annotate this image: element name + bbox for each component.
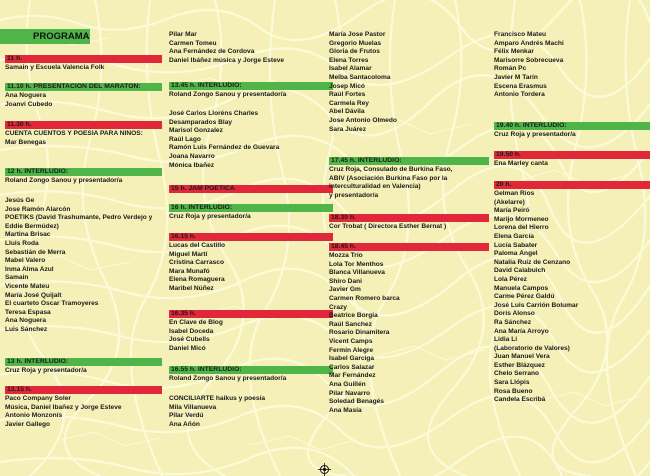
entry: Rosario Dinamitera (329, 329, 390, 337)
entry: Carmela Rey (329, 99, 369, 107)
entry: Javier M Tarín (494, 73, 538, 81)
block-1615h (169, 233, 331, 294)
entry: Maribel Núñez (169, 284, 214, 292)
entry: Carmen Romero barca (329, 294, 400, 302)
block-1745h (329, 157, 487, 200)
time-tag: 13.45 h. INTERLUDIO: (169, 82, 333, 90)
block-readers-1 (5, 197, 160, 335)
entry: Ana Añón (169, 420, 200, 428)
entry: Antonio Tordera (494, 91, 545, 99)
entry: Candela Escribá (494, 396, 546, 404)
entry: Abel Dávila (329, 108, 365, 116)
entry: CONCILIARTE haikus y poesía (169, 395, 265, 402)
entry: Martina Brisac (5, 231, 51, 239)
entry: Roland Zongo Sanou y presentador/a (169, 91, 287, 98)
entry: Fermín Alegre (329, 346, 374, 354)
entry: Sebastián de Merra (5, 248, 66, 256)
entry: Jose Ramón Alarcón (5, 205, 71, 213)
entry: Paco Company Soler (5, 395, 71, 402)
time-tag: 19.50 h. (494, 151, 650, 159)
entry: Lorena del Hierro (494, 224, 549, 232)
block-readers-4 (329, 31, 487, 134)
time-tag: 17.45 h. INTERLUDIO: (329, 157, 489, 165)
entry: Esther Blázquez (494, 361, 545, 369)
entry: POETIKS (David Trashumante, Pedro Verdejo y Eddie Bermúdez) (5, 214, 153, 230)
entry: Marijo Mormeneo (494, 215, 549, 223)
entry: Pilar Navarro (329, 389, 371, 397)
entry: Paloma Ángel (494, 250, 538, 258)
entry: Doris Alonso (494, 310, 535, 318)
entry: Interculturalidad en Valencia) (329, 183, 421, 191)
entry: Natalia Ruiz de Cenzano (494, 258, 571, 266)
entry: Blanca Villanueva (329, 269, 385, 277)
entry: Raúl Fortes (329, 91, 366, 99)
entry: Lucía Sabater (494, 241, 538, 249)
time-tag: 13.15 h. (5, 386, 162, 394)
entry: Ramón Luis Fernández de Guevara (169, 144, 280, 152)
block-1345h (169, 82, 331, 100)
entry: El cuarteto Oscar Tramoyeres (5, 300, 99, 308)
entry: Isabel Doceda (169, 327, 214, 335)
entry: María Peiró (494, 207, 530, 215)
entry: Vicente Mateu (5, 282, 50, 290)
entry: Jesús Ge (5, 197, 35, 204)
entry: Desamparados Blay (169, 118, 233, 126)
entry: Román Pc (494, 65, 527, 73)
entry: Ana Masía (329, 406, 362, 414)
block-1110h (5, 83, 160, 109)
entry: Roland Zongo Sanou y presentador/a (169, 375, 287, 382)
entry: Inma Alma Azul (5, 265, 54, 273)
entry: Cor Trobat ( Directora Esther Bernat ) (329, 223, 447, 230)
entry: Gelman Ríos (494, 190, 535, 197)
time-tag: 18.30 h. (329, 214, 489, 222)
time-tag: 16.35 h. (169, 310, 333, 318)
entry: Elena Romaguera (169, 276, 225, 284)
entry: Mozza Trío (329, 252, 363, 259)
entry: Elena García (494, 232, 534, 240)
entry: José Cubells (169, 336, 210, 344)
entry: Ena Marley canta (494, 160, 548, 167)
time-tag: 19.40 h. INTERLUDIO: (494, 122, 650, 130)
entry: Rosa Bueno (494, 387, 533, 395)
time-tag: 11.30 h. (5, 121, 162, 129)
entry: ABIV (Asociación Burkina Faso por la (329, 174, 448, 182)
block-1655h (169, 366, 331, 384)
entry: Javier Gallego (5, 420, 51, 428)
entry: Teresa Espasa (5, 308, 51, 316)
entry: Samain y Escuela Valencia Folk (5, 64, 105, 71)
time-tag: 13 h. INTERLUDIO: (5, 358, 162, 366)
program-title: PROGRAMA (0, 29, 90, 44)
entry: Ana Noguera (5, 317, 47, 325)
entry: Manuela Campos (494, 284, 549, 292)
entry: Amparo Andrés Machí (494, 39, 564, 47)
entry: Raúl Sanchez (329, 320, 372, 328)
entry: Raúl Lago (169, 135, 201, 143)
entry: Lucas del Castillo (169, 242, 226, 249)
entry: José Carlos Lloréns Charles (169, 110, 259, 117)
entry: Gloria de Frutos (329, 48, 380, 56)
entry: David Calabuich (494, 267, 546, 275)
block-readers-5 (494, 31, 648, 100)
block-1950h (494, 151, 648, 169)
entry: Carlos Salazar (329, 363, 375, 371)
entry: Lola Tor Menthos (329, 260, 384, 268)
entry: Mónica Ibañez (169, 161, 215, 169)
entry: Luis Sánchez (5, 325, 48, 333)
entry: Cruz Roja y presentador/a (5, 367, 87, 374)
entry: (Laboratorio de Valores) (494, 344, 570, 352)
entry: Félix Menkar (494, 48, 534, 56)
entry: Ana María Arroyo (494, 327, 549, 335)
entry: Cristina Carrasco (169, 259, 224, 267)
entry: Mar Benegas (5, 138, 47, 146)
entry: Roland Zongo Sanou y presentador/a (5, 177, 123, 184)
block-1830h (329, 214, 487, 232)
entry: Juan Manuel Vera (494, 353, 550, 361)
entry: Marisorre Sobrecueva (494, 56, 564, 64)
block-1845h (329, 243, 487, 415)
entry: Josep Micó (329, 82, 365, 90)
entry: Javier Gm (329, 286, 361, 294)
entry: y presentador/a (329, 191, 379, 199)
entry: Ana Noguera (5, 92, 47, 99)
block-1130h (5, 121, 160, 147)
entry: Elena Torres (329, 56, 369, 64)
block-20h (494, 181, 648, 405)
entry: Ana Fernández de Cordova (169, 48, 255, 56)
block-readers-3 (169, 110, 331, 170)
entry: Mabel Valero (5, 257, 46, 265)
entry: Mara Munafó (169, 267, 210, 275)
entry: Daniel Ibáñez música y Jorge Esteve (169, 56, 285, 64)
entry: Chelo Serrano (494, 370, 540, 378)
entry: Sara Llópis (494, 379, 530, 387)
time-tag: 16.15 h. (169, 233, 333, 241)
time-tag: 18.45 h. (329, 243, 489, 251)
entry: Lidia Li (494, 336, 518, 344)
entry: Daniel Micó (169, 344, 206, 352)
entry: Carmen Tomeu (169, 39, 217, 47)
block-1315h (5, 386, 160, 429)
entry: Samain (5, 274, 29, 282)
entry: En Clave de Blog (169, 319, 223, 326)
entry: Música, Daniel Ibañez y Jorge Esteve (5, 403, 122, 411)
entry: Joanvi Cubedo (5, 100, 53, 108)
entry: Cruz Roja, Consulado de Burkina Faso, (329, 166, 453, 173)
entry: Gregorio Muelas (329, 39, 382, 47)
entry: Escena Erasmus (494, 82, 547, 90)
entry: Cruz Roja y presentador/a (494, 131, 576, 138)
entry: Ra Sánchez (494, 318, 532, 326)
time-tag: 16.55 h. INTERLUDIO: (169, 366, 333, 374)
entry: (Akelarre) (494, 198, 525, 206)
entry: Melba Santacoloma (329, 73, 391, 81)
entry: María José Quijalt (5, 291, 62, 299)
entry: Miguel Martí (169, 250, 208, 258)
entry: Francisco Mateu (494, 31, 547, 38)
entry: Vicent Camps (329, 337, 373, 345)
time-tag: 16 h. INTERLUDIO: (169, 204, 333, 212)
entry: Sara Juárez (329, 125, 367, 133)
entry: Pilar Mar (169, 31, 197, 38)
entry: María Jose Pastor (329, 31, 386, 38)
entry: Lluis Roda (5, 239, 39, 247)
block-conciliarte (169, 395, 331, 429)
entry: Mila Villanueva (169, 403, 217, 411)
entry: Marisol Gonzalez (169, 127, 223, 135)
entry: Pilar Verdú (169, 412, 204, 420)
entry: Joana Navarro (169, 152, 215, 160)
entry: Carme Pérez Galdú (494, 293, 555, 301)
entry: Ana Guillén (329, 380, 366, 388)
entry: Jose Antonio Olmedo (329, 116, 397, 124)
block-1940h (494, 122, 648, 140)
entry: Mar Fernández (329, 372, 376, 380)
time-tag: 20 h. (494, 181, 650, 189)
time-tag: 11 h. (5, 55, 162, 63)
entry: Beatrice Borgia (329, 312, 378, 320)
time-tag: 15 h. JAM POÉTICA (169, 185, 333, 193)
block-readers-2 (169, 31, 331, 65)
block-1635h (169, 310, 331, 353)
block-13h (5, 358, 160, 376)
block-11h (5, 55, 160, 73)
time-tag: 11.10 h. PRESENTACIÓN DEL MARATÓN: (5, 83, 162, 91)
entry: CUENTA CUENTOS Y POESÍA PARA NIÑOS: (5, 130, 143, 137)
time-tag: 12 h. INTERLUDIO: (5, 168, 162, 176)
entry: Crazy (329, 303, 347, 311)
registration-mark-icon (318, 463, 331, 476)
entry: Soledad Benagés (329, 398, 384, 406)
entry: Lola Pérez (494, 275, 527, 283)
entry: Shiro Dani (329, 277, 362, 285)
entry: Cruz Roja y presentador/a (169, 213, 251, 220)
entry: José Luis Carrión Bolumar (494, 301, 579, 309)
block-12h (5, 168, 160, 186)
entry: Isabel Alamar (329, 65, 372, 73)
entry: Isabel Garciga (329, 355, 375, 363)
block-16h (169, 204, 331, 222)
block-15h (169, 185, 331, 194)
entry: Antonio Monzonís (5, 412, 63, 420)
